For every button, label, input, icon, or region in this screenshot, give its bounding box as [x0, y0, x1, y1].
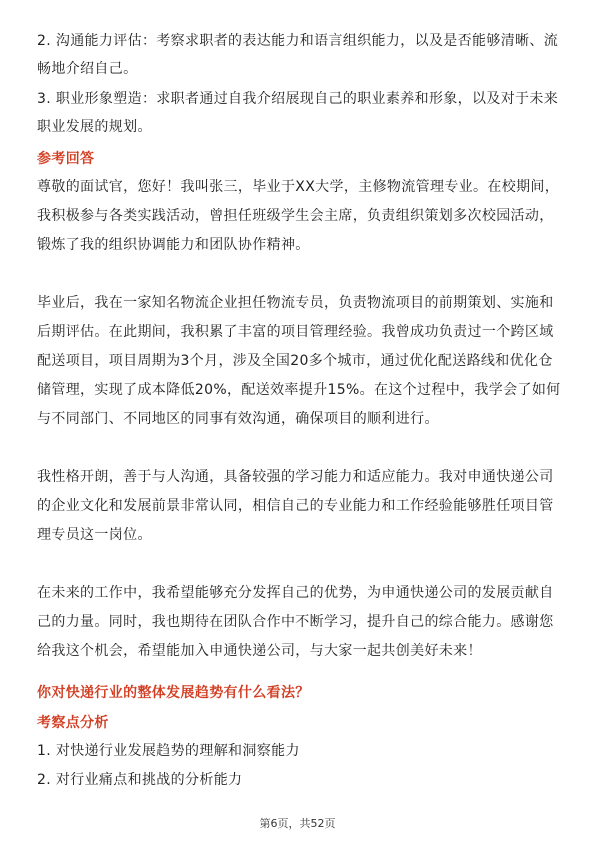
body-text-line: 我性格开朗，善于与人沟通，具备较强的学习能力和适应能力。我对申通快递公司	[37, 469, 554, 485]
body-text-line: 2. 沟通能力评估：考察求职者的表达能力和语言组织能力，以及是否能够清晰、流	[37, 33, 559, 49]
list-item: 1. 对快递行业发展趋势的理解和洞察能力	[37, 743, 300, 759]
body-text-line: 尊敬的面试官，您好！我叫张三，毕业于XX大学，主修物流管理专业。在校期间，	[37, 179, 560, 195]
body-text-line: 职业发展的规划。	[37, 119, 152, 135]
body-text-line: 毕业后，我在一家知名物流企业担任物流专员，负责物流项目的前期策划、实施和	[37, 295, 554, 311]
body-text-line: 后期评估。在此期间，我积累了丰富的项目管理经验。我曾成功负责过一个跨区域	[37, 324, 554, 340]
body-text-line: 给我这个机会，希望能加入申通快递公司，与大家一起共创美好未来！	[37, 643, 482, 659]
body-text-line: 畅地介绍自己。	[37, 61, 138, 77]
list-item: 2. 对行业痛点和挑战的分析能力	[37, 772, 243, 788]
body-text-line: 配送项目，项目周期为3个月，涉及全国20多个城市，通过优化配送路线和优化仓	[37, 353, 553, 369]
body-text-line: 己的力量。同时，我也期待在团队合作中不断学习，提升自己的综合能力。感谢您	[37, 614, 554, 630]
body-text-line: 储管理，实现了成本降低20%，配送效率提升15%。在这个过程中，我学会了如何	[37, 382, 561, 398]
body-text-line: 与不同部门、不同地区的同事有效沟通，确保项目的顺利进行。	[37, 411, 439, 427]
page-number-footer: 第6页，共52页	[259, 817, 336, 830]
body-text-line: 3. 职业形象塑造：求职者通过自我介绍展现自己的职业素养和形象，以及对于未来	[37, 91, 559, 107]
question-heading: 你对快递行业的整体发展趋势有什么看法？	[37, 685, 310, 701]
section-heading-analysis: 考察点分析	[37, 715, 109, 731]
body-text-line: 在未来的工作中，我希望能够充分发挥自己的优势，为申通快递公司的发展贡献自	[37, 585, 554, 601]
body-text-line: 理专员这一岗位。	[37, 527, 152, 543]
body-text-line: 锻炼了我的组织协调能力和团队协作精神。	[37, 237, 310, 253]
body-text-line: 我积极参与各类实践活动，曾担任班级学生会主席，负责组织策划多次校园活动，	[37, 208, 554, 224]
section-heading-reference-answer: 参考回答	[37, 151, 95, 167]
body-text-line: 的企业文化和发展前景非常认同，相信自己的专业能力和工作经验能够胜任项目管	[37, 498, 554, 514]
